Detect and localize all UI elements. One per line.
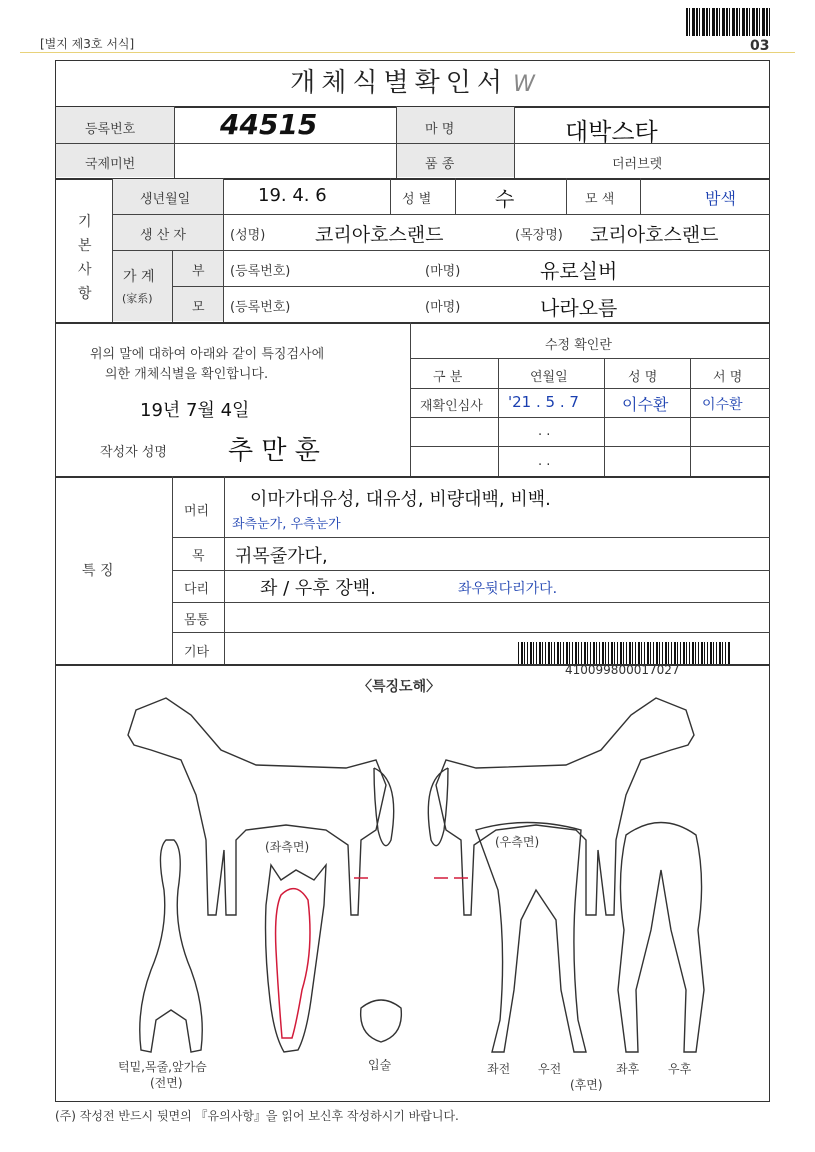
reg-label-bg2 xyxy=(396,107,514,177)
birth-value: 19. 4. 6 xyxy=(258,185,327,206)
reg-no-label: 등록번호 xyxy=(85,122,136,137)
neck-label: 목 xyxy=(192,549,205,564)
left-side-caption: (좌측면) xyxy=(265,840,310,854)
sex-label: 성 별 xyxy=(402,192,432,207)
other-label: 기타 xyxy=(184,645,210,660)
col-line xyxy=(514,106,515,178)
front-caption: 턱밑,목줄,앞가슴 xyxy=(118,1060,207,1074)
red-markings xyxy=(276,878,468,1038)
col-line xyxy=(390,178,391,214)
farm-sub: (목장명) xyxy=(515,228,563,243)
head-value: 이마가대유성, 대유성, 비량대백, 비백. xyxy=(250,489,551,510)
sire-reg-sub: (등록번호) xyxy=(230,264,291,279)
writer-label: 작성자 성명 xyxy=(100,445,167,460)
col-line xyxy=(604,358,605,476)
confirm-statement-2: 의한 개체식별을 확인합니다. xyxy=(105,367,269,382)
row-line xyxy=(410,388,770,389)
col-line xyxy=(640,178,641,214)
dam-name: 나라오름 xyxy=(540,296,618,320)
body-label: 몸통 xyxy=(184,613,210,628)
features-label: 특 징 xyxy=(82,563,114,579)
rev-row-sign: 이수환 xyxy=(702,397,743,413)
left-front-caption: 좌전 xyxy=(487,1062,511,1076)
col-line xyxy=(455,178,456,214)
rev-header-date: 연월일 xyxy=(530,370,568,385)
producer-label: 생 산 자 xyxy=(140,228,186,243)
rev-row-type: 재확인심사 xyxy=(420,399,483,414)
legs-value: 좌 / 우후 장백. xyxy=(260,578,376,599)
front-view-horse xyxy=(140,840,203,1052)
document-barcode xyxy=(518,642,730,664)
breed-value: 더러브렛 xyxy=(612,157,663,172)
row-line xyxy=(112,214,770,215)
col-line xyxy=(566,178,567,214)
sire-label: 부 xyxy=(192,264,205,279)
row-line xyxy=(410,417,770,418)
front-caption-2: (전면) xyxy=(150,1076,183,1090)
right-side-caption: (우측면) xyxy=(495,835,540,849)
dam-reg-sub: (등록번호) xyxy=(230,300,291,315)
row-line xyxy=(55,143,770,144)
lineage-label: 가 계 xyxy=(123,269,155,285)
lips-caption: 입술 xyxy=(368,1058,392,1072)
rev-header-type: 구 분 xyxy=(433,370,463,385)
left-side-horse xyxy=(128,698,386,915)
row-line xyxy=(172,286,770,287)
col-line xyxy=(174,106,175,178)
rev-row-date-2: . . xyxy=(538,424,551,439)
col-line xyxy=(396,106,397,178)
page-number: 03 xyxy=(750,38,770,54)
rev-row-date-3: . . xyxy=(538,454,551,469)
farm-name: 코리아호스랜드 xyxy=(590,224,719,246)
sex-value: 수 xyxy=(495,187,515,211)
header-divider xyxy=(20,52,795,53)
revision-title: 수정 확인란 xyxy=(545,338,612,353)
confirm-statement: 위의 말에 대하여 아래와 같이 특징검사에 xyxy=(90,347,325,362)
head-extra: 좌측눈가, 우측눈가 xyxy=(232,517,341,532)
front-legs-view xyxy=(476,823,586,1053)
reg-no-value: 44515 xyxy=(220,108,318,141)
rev-row-date: '21 . 5 . 7 xyxy=(508,393,579,411)
footer-note: (주) 작성전 반드시 뒷면의 『유의사항』을 읽어 보신후 작성하시기 바랍니다. xyxy=(55,1109,459,1123)
row-line xyxy=(55,322,770,324)
page-title: 개체식별확인서 xyxy=(290,68,508,98)
row-line xyxy=(112,250,770,251)
rear-caption: (후면) xyxy=(570,1078,603,1092)
barcode-number: 410099800017027 xyxy=(565,663,680,677)
right-front-caption: 우전 xyxy=(538,1062,562,1076)
top-barcode xyxy=(686,8,770,36)
row-line xyxy=(172,632,770,633)
legs-extra: 좌우뒷다리가다. xyxy=(458,581,558,597)
intl-no-label: 국제미번 xyxy=(85,157,136,172)
row-line xyxy=(172,537,770,538)
lips-view xyxy=(361,1000,402,1042)
col-line xyxy=(410,322,411,476)
rear-view xyxy=(618,823,704,1053)
right-rear-caption: 우후 xyxy=(668,1062,692,1076)
confirm-date: 19년 7월 4일 xyxy=(140,400,250,421)
breed-label: 품 종 xyxy=(425,157,455,172)
horse-diagram xyxy=(56,690,768,1098)
neck-value: 귀목줄가다, xyxy=(235,546,328,567)
col-line xyxy=(690,358,691,476)
rev-header-sign: 서 명 xyxy=(713,370,743,385)
row-line xyxy=(410,358,770,359)
writer-signature: 추 만 훈 xyxy=(228,436,320,466)
col-line xyxy=(172,250,173,322)
row-line xyxy=(55,476,770,478)
title-mark: W xyxy=(513,72,535,97)
sire-horse-sub: (마명) xyxy=(425,264,461,279)
col-line xyxy=(498,358,499,476)
dam-horse-sub: (마명) xyxy=(425,300,461,315)
coat-label: 모 색 xyxy=(585,192,615,207)
producer-name-sub: (성명) xyxy=(230,228,266,243)
form-number-label: [별지 제3호 서식] xyxy=(40,37,135,51)
row-line xyxy=(410,446,770,447)
producer-name: 코리아호스랜드 xyxy=(315,224,444,246)
lineage-sub: (家系) xyxy=(122,292,153,305)
horse-name-label: 마 명 xyxy=(425,122,455,137)
sire-name: 유로실버 xyxy=(540,259,618,283)
head-label: 머리 xyxy=(184,504,210,519)
coat-value: 밤색 xyxy=(705,189,736,208)
left-rear-caption: 좌후 xyxy=(616,1062,640,1076)
rev-row-name: 이수환 xyxy=(622,395,669,414)
diagram-title: 〈특징도해〉 xyxy=(358,679,441,695)
legs-label: 다리 xyxy=(184,582,210,597)
rev-header-name: 성 명 xyxy=(628,370,658,385)
title-area xyxy=(55,60,770,106)
row-line xyxy=(172,570,770,571)
right-side-horse xyxy=(436,698,694,915)
row-line xyxy=(172,602,770,603)
birth-label: 생년월일 xyxy=(140,192,191,207)
basic-section-label: 기본사항 xyxy=(78,214,92,302)
horse-name-value: 대박스타 xyxy=(565,118,658,146)
dam-label: 모 xyxy=(192,300,205,315)
